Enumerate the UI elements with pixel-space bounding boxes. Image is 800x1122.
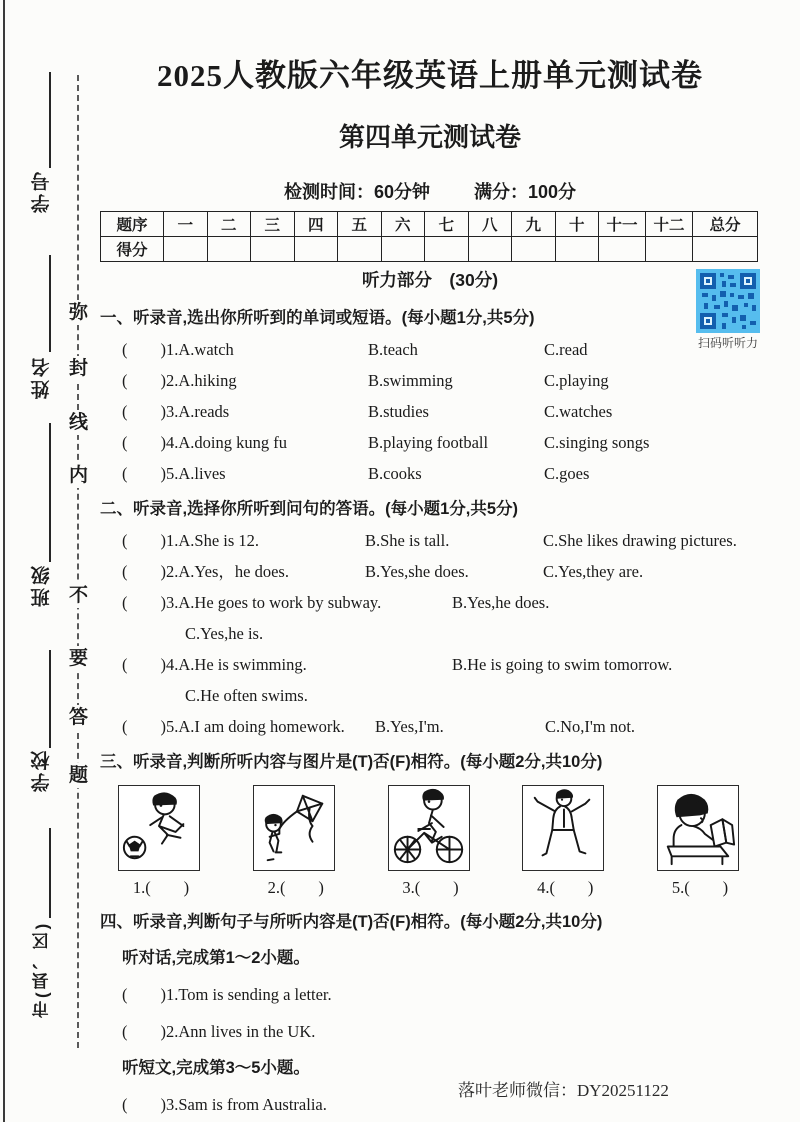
section-1-heading: 一、听录音,选出你所听到的单词或短语。(每小题1分,共5分) [100, 309, 535, 327]
exam-info-line [100, 178, 760, 204]
score-cell [693, 237, 758, 262]
seal-char: 封 [66, 356, 91, 381]
score-row-label: 得分 [101, 237, 164, 262]
option-c: C.read [544, 340, 588, 359]
s2-item-5 [122, 717, 760, 736]
class-blank-line [49, 423, 51, 562]
col-7: 七 [425, 212, 469, 237]
option-b: B.Yes,she does. [365, 562, 469, 581]
option-a: ( )2.A.hiking [122, 371, 237, 390]
picture-item-1 [118, 785, 204, 898]
seal-char: 内 [66, 463, 91, 488]
col-8: 八 [468, 212, 512, 237]
total-score-header: 总分 [693, 212, 758, 237]
s2-item-2 [122, 562, 760, 581]
s4-item-1: ( )1.Tom is sending a letter. [122, 985, 332, 1004]
score-cell [646, 237, 693, 262]
city-blank-line [49, 828, 51, 918]
col-10: 十 [555, 212, 599, 237]
col-9: 九 [512, 212, 556, 237]
option-b: B.cooks [368, 464, 422, 483]
col-4: 四 [294, 212, 338, 237]
col-12: 十二 [646, 212, 693, 237]
unit-subtitle: 第四单元测试卷 [338, 123, 521, 152]
score-table [100, 211, 758, 262]
seal-char: 不 [66, 583, 91, 608]
section-4-heading: 四、听录音,判断句子与所听内容是(T)否(F)相符。(每小题2分,共10分) [100, 913, 603, 931]
exam-full-score: 满分：100分 [473, 182, 577, 202]
option-a: ( )2.A.Yes，he does. [122, 562, 289, 581]
section-3-pictures [100, 785, 743, 898]
picture-4-answer: 4.( ) [537, 878, 594, 897]
score-table-header-row [101, 212, 758, 237]
score-cell [381, 237, 425, 262]
picture-item-4 [522, 785, 608, 898]
option-b: B.playing football [368, 433, 489, 452]
s1-item-2 [122, 371, 760, 390]
col-1: 一 [164, 212, 208, 237]
student-number-label: 学号 [31, 169, 53, 213]
picture-item-3 [388, 785, 474, 898]
s2-item-4-option-c [122, 686, 760, 705]
seal-dashed-line [77, 75, 79, 1048]
section-1-items [100, 340, 760, 483]
name-label: 姓名 [31, 355, 53, 399]
student-number-blank-line [49, 72, 51, 168]
school-blank-line [49, 650, 51, 748]
reading-illustration [657, 785, 739, 871]
s1-item-1 [122, 340, 760, 359]
picture-item-2 [253, 785, 339, 898]
s4-passage-instruction: 听短文,完成第3～5小题。 [122, 1059, 310, 1077]
col-2: 二 [207, 212, 251, 237]
s2-item-4 [122, 655, 760, 674]
picture-3-answer: 3.( ) [402, 878, 459, 897]
listening-qr-block [695, 269, 761, 351]
option-a: ( )5.A.lives [122, 464, 226, 483]
option-b: B.She is tall. [365, 531, 450, 550]
section-2-items [100, 531, 760, 736]
s4-item-2: ( )2.Ann lives in the UK. [122, 1022, 316, 1041]
kung-fu-illustration [522, 785, 604, 871]
qr-caption: 扫码听听力 [697, 336, 758, 350]
score-cell [338, 237, 382, 262]
col-5: 五 [338, 212, 382, 237]
option-c: C.She likes drawing pictures. [543, 531, 737, 550]
picture-2-answer: 2.( ) [267, 878, 324, 897]
school-label: 学校 [31, 748, 53, 792]
option-a: ( )1.A.She is 12. [122, 531, 260, 550]
bicycle-illustration [388, 785, 470, 871]
option-c: C.watches [544, 402, 613, 421]
score-cell [555, 237, 599, 262]
score-cell [599, 237, 646, 262]
s4-item-3: ( )3.Sam is from Australia. [122, 1095, 327, 1114]
s1-item-5 [122, 464, 760, 483]
score-cell [512, 237, 556, 262]
section-2-heading: 二、听录音,选择你所听到问句的答语。(每小题1分,共5分) [100, 500, 519, 518]
option-b: B.He is going to swim tomorrow. [452, 655, 673, 674]
option-a: ( )1.A.watch [122, 340, 234, 359]
option-c: C.Yes,they are. [543, 562, 644, 581]
option-c: C.No,I'm not. [545, 717, 636, 736]
paper-title: 2025人教版六年级英语上册单元测试卷 [157, 58, 703, 93]
question-order-header: 题序 [101, 212, 164, 237]
col-11: 十一 [599, 212, 646, 237]
teacher-contact-footer: 落叶老师微信：DY20251122 [458, 1081, 669, 1100]
option-c: C.He often swims. [185, 686, 308, 705]
option-b: B.swimming [368, 371, 453, 390]
picture-5-answer: 5.( ) [671, 878, 729, 897]
score-cell [251, 237, 295, 262]
qr-code-icon [696, 269, 760, 333]
option-c: C.playing [544, 371, 609, 390]
option-b: B.Yes,I'm. [375, 717, 444, 736]
exam-time: 检测时间：60分钟 [283, 182, 430, 202]
class-label: 班级 [31, 563, 53, 607]
score-cell [468, 237, 512, 262]
picture-item-5 [657, 785, 743, 898]
s4-dialog-instruction: 听对话,完成第1～2小题。 [122, 949, 310, 967]
picture-1-answer: 1.( ) [132, 878, 190, 897]
football-illustration [118, 785, 200, 871]
s2-item-3 [122, 593, 760, 612]
seal-char: 要 [66, 646, 91, 671]
option-a: ( )4.A.doing kung fu [122, 433, 287, 452]
city-district-label: 市(县、区) [32, 920, 52, 1018]
seal-char: 弥 [66, 300, 91, 325]
section-3-heading: 三、听录音,判断所听内容与图片是(T)否(F)相符。(每小题2分,共10分) [100, 753, 603, 771]
col-3: 三 [251, 212, 295, 237]
option-b: B.Yes,he does. [452, 593, 550, 612]
score-cell [294, 237, 338, 262]
option-c: C.goes [544, 464, 590, 483]
option-c: C.singing songs [544, 433, 650, 452]
listening-part-title: 听力部分 (30分) [361, 270, 499, 290]
option-b: B.studies [368, 402, 429, 421]
s2-item-3-option-c [122, 624, 760, 643]
option-a: ( )3.A.reads [122, 402, 230, 421]
option-a: ( )5.A.I am doing homework. [122, 717, 345, 736]
test-paper-body [100, 0, 760, 1115]
s1-item-3 [122, 402, 760, 421]
seal-char: 题 [66, 763, 91, 788]
s2-item-1 [122, 531, 760, 550]
seal-char: 线 [66, 410, 91, 435]
score-table-score-row [101, 237, 758, 262]
score-cell [164, 237, 208, 262]
score-cell [425, 237, 469, 262]
seal-char: 答 [66, 705, 91, 730]
s1-item-4 [122, 433, 760, 452]
name-blank-line [49, 255, 51, 352]
option-a: ( )3.A.He goes to work by subway. [122, 593, 382, 612]
score-cell [207, 237, 251, 262]
option-b: B.teach [368, 340, 418, 359]
option-c: C.Yes,he is. [185, 624, 264, 643]
kite-illustration [253, 785, 335, 871]
page-edge-line [3, 0, 5, 1122]
col-6: 六 [381, 212, 425, 237]
option-a: ( )4.A.He is swimming. [122, 655, 307, 674]
